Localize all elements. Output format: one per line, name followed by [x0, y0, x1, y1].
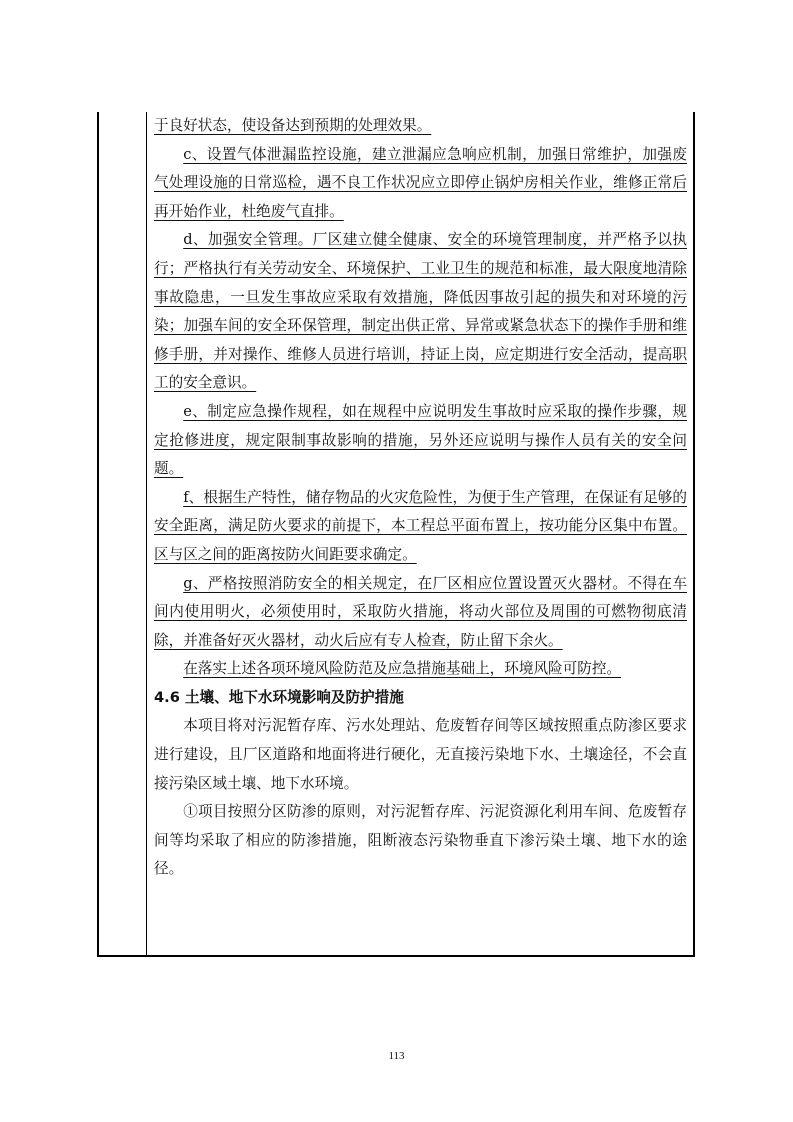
paragraph-d-safety-management: d、加强安全管理。厂区建立健全健康、安全的环境管理制度，并严格予以执行；严格执行有关劳动安全、环境保护、工业卫生的规范和标准，最大限度地清除事故隐患，一旦发生事故应采取有效措施，降低因事故引起的损失和对环境的污染；加强车间的安全环保管理，制定出供正常、异常或紧急状态下的操作手册和维修手册，并对操作、维修人员进行培训，持证上岗，应定期进行安全活动，提高职工的安全意识。 [154, 231, 687, 392]
section-heading: 4.6 土壤、地下水环境影响及防护措施 [154, 688, 404, 706]
paragraph-risk-conclusion: 在落实上述各项环境风险防范及应急措施基础上，环境风险可防控。 [183, 660, 622, 678]
paragraph-seepage-overview: 本项目将对污泥暂存库、污水处理站、危废暂存间等区域按照重点防渗区要求进行建设，且厂区道路和地面将进行硬化，无直接污染地下水、土壤途径，不会直接污染区域土壤、地下水环境。 [154, 717, 687, 792]
paragraph-g-fire-equipment: g、严格按照消防安全的相关规定，在厂区相应位置设置灭火器材。不得在车间内使用明火，必须使用时，采取防火措施，将动火部位及周围的可燃物彻底清除，并准备好灭火器材，动火后应有专人检查，防止留下余火。 [154, 574, 687, 649]
table-content-cell [148, 112, 693, 955]
content-table [97, 112, 695, 957]
paragraph-e-emergency-procedure: e、制定应急操作规程，如在规程中应说明发生事故时应采取的操作步骤，规定抢修进度，规定限制事故影响的措施，另外还应说明与操作人员有关的安全问题。 [154, 402, 687, 478]
page-number: 113 [388, 1050, 405, 1062]
paragraph-zoned-seepage: ①项目按照分区防渗的原则，对污泥暂存库、污泥资源化利用车间、危废暂存间等均采取了相应的防渗措施，阻断液态污染物垂直下渗污染土壤、地下水的途径。 [154, 803, 687, 878]
table-left-column [99, 112, 147, 955]
paragraph-c-gas-leak: c、设置气体泄漏监控设施，建立泄漏应急响应机制，加强日常维护，加强废气处理设施的日常巡检，遇不良工作状况应立即停止锅炉房相关作业，维修正常后再开始作业，杜绝废气直排。 [154, 145, 687, 220]
paragraph-f-fire-layout: f、根据生产特性，储存物品的火灾危险性，为便于生产管理，在保证有足够的安全距离，满足防火要求的前提下，本工程总平面布置上，按功能分区集中布置。区与区之间的距离按防火间距要求确定。 [154, 488, 687, 563]
paragraph-continuation: 于良好状态，使设备达到预期的处理效果。 [154, 117, 432, 134]
